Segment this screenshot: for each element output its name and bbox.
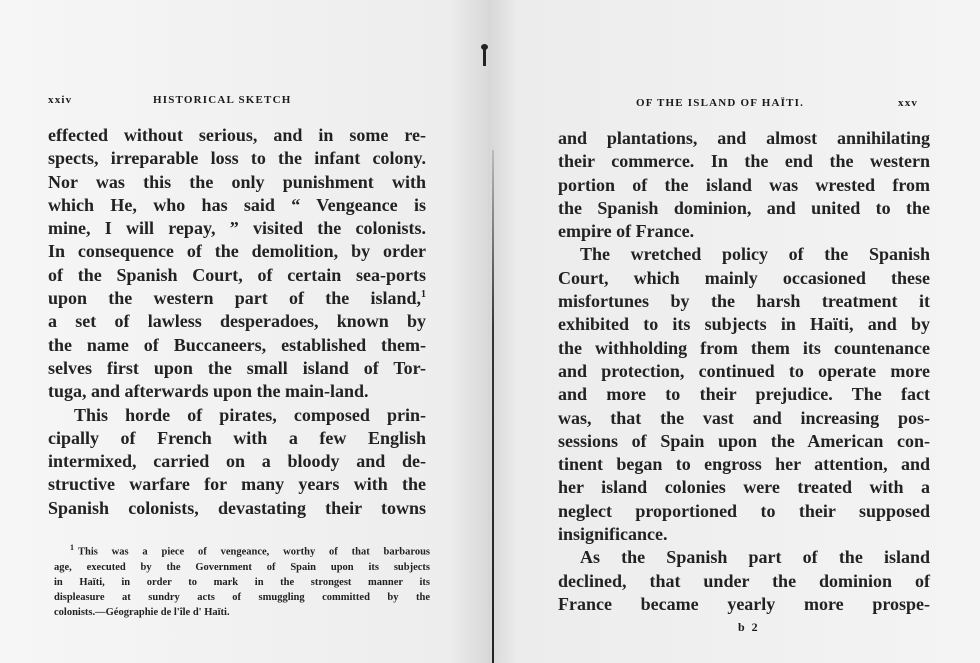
- text-line: France became yearly more prospe-: [558, 593, 930, 614]
- text-line: and protection, continued to operate more: [558, 360, 930, 381]
- text-line: and plantations, and almost annihilating: [558, 128, 930, 148]
- text-line: sessions of Spain upon the American con-: [558, 430, 930, 451]
- text-line: Nor was this the only punishment with: [48, 171, 426, 192]
- footnote-line: displeasure at sundry acts of smuggling committed by the: [54, 591, 430, 603]
- text-line: selves first upon the small island of Tor-: [48, 357, 426, 378]
- left-page-number: xxiv: [48, 94, 73, 106]
- text-line: misfortunes by the harsh treatment it: [558, 291, 930, 312]
- paragraph-first-line: As the Spanish part of the island: [580, 547, 930, 568]
- text-line: empire of France.: [558, 221, 695, 242]
- text-line: was, that the vast and increasing pos-: [558, 407, 930, 428]
- text-line: effected without serious, and in some re-: [48, 125, 426, 145]
- text-line: Spanish colonists, devastating their towns: [48, 497, 426, 518]
- right-body-text: [558, 127, 930, 616]
- text-line: the Spanish dominion, and united to the: [558, 197, 930, 218]
- paragraph-first-line: This horde of pirates, composed prin-: [74, 404, 426, 425]
- footnote-line: in Haïti, in order to mark in the strongest manner its: [54, 576, 430, 588]
- text-line: of the Spanish Court, of certain sea-ports: [48, 264, 426, 285]
- footnote: [54, 540, 430, 620]
- paragraph-first-line: The wretched policy of the Spanish: [580, 244, 930, 265]
- text-line: In consequence of the demolition, by order: [48, 241, 426, 262]
- text-line: mine, I will repay, ” visited the colonists.: [48, 218, 426, 239]
- text-line: the name of Buccaneers, established them-: [48, 334, 426, 355]
- text-line: and more to their prejudice. The fact: [558, 384, 930, 405]
- text-line: structive warfare for many years with the: [48, 474, 426, 495]
- signature-mark: b 2: [738, 620, 760, 634]
- footnote-marker: 1: [70, 543, 74, 552]
- text-line: neglect proportioned to their supposed: [558, 500, 930, 521]
- footnote-line: $^1$ This was a piece of vengeance, worthy of that barbarous: [70, 543, 430, 558]
- text-line: their commerce. In the end the western: [558, 151, 930, 172]
- text-line: upon the western part of the island,: [48, 288, 421, 309]
- text-line: declined, that under the dominion of: [558, 570, 930, 591]
- left-body-text: [48, 124, 426, 520]
- text-line: the withholding from them its countenance: [558, 337, 930, 358]
- left-running-title: HISTORICAL SKETCH: [153, 94, 292, 106]
- text-line: Court, which mainly occasioned these: [558, 267, 930, 288]
- text-line: cipally of French with a few English: [48, 427, 426, 448]
- pin-icon: [483, 46, 486, 66]
- right-page-number: xxv: [898, 97, 919, 109]
- text-line-with-footnote: [48, 287, 426, 310]
- text-line: insignificance.: [558, 524, 668, 545]
- text-line: intermixed, carried on a bloody and de-: [48, 451, 426, 472]
- text-line: tinent began to engross her attention, and: [558, 454, 930, 475]
- right-running-title: OF THE ISLAND OF HAÏTI.: [636, 97, 805, 109]
- text-line: portion of the island was wrested from: [558, 174, 930, 195]
- footnote-line: colonists.—Géographie de l'île d' Haïti.: [54, 606, 230, 618]
- text-line: tuga, and afterwards upon the main-land.: [48, 381, 369, 402]
- text-line: exhibited to its subjects in Haïti, and by: [558, 314, 930, 335]
- book-gutter: [492, 150, 494, 663]
- text-line: spects, irreparable loss to the infant colony.: [48, 148, 426, 169]
- footnote-line: age, executed by the Government of Spain upon its subjects: [54, 561, 430, 573]
- text-line: a set of lawless desperadoes, known by: [48, 311, 426, 332]
- text-line: which He, who has said “ Vengeance is: [48, 194, 426, 215]
- text-line: her island colonies were treated with a: [558, 477, 930, 498]
- footnote-reference: 1: [421, 289, 426, 301]
